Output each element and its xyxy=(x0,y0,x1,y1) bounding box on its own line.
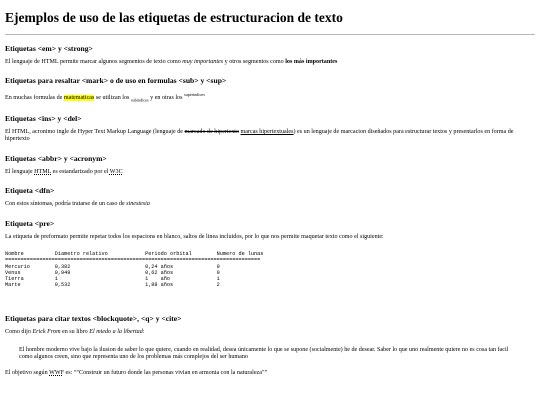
paragraph-ins-del xyxy=(5,129,535,144)
paragraph-dfn xyxy=(5,201,535,208)
abbreviation-wwf: WWF xyxy=(49,369,64,376)
paragraph-abbr-acronym xyxy=(5,169,535,176)
section-heading-abbr-acronym: Etiquetas <abbr> y <acronym> xyxy=(5,153,107,163)
paragraph-q xyxy=(5,370,535,377)
paragraph-em-strong xyxy=(5,59,535,66)
subscript-text: subindices xyxy=(130,97,149,103)
title-divider xyxy=(5,34,535,35)
cite-author: Erick From xyxy=(32,329,61,336)
text-segment: en su libro xyxy=(60,329,90,336)
paragraph-pre: La etiqueta de preformato permite repetar todos los espacions en blanco, saltos de linea incluidos, por lo que nos permite maquetar texto como el siguiente: xyxy=(5,233,384,240)
text-segment: es: xyxy=(63,369,74,376)
strong-text: los más importantes xyxy=(285,59,338,65)
text-segment: ) es un lenguaje de marcacion diseñados para estructurar textos y presentarlos en forma de hipertexto xyxy=(5,129,514,143)
highlighted-text: matematicas xyxy=(63,95,95,102)
text-segment: En muchas formulas de xyxy=(5,95,64,102)
page-title: Ejemplos de uso de las etiquetas de estructuracion de texto xyxy=(5,10,343,25)
superscript-text: superindices xyxy=(183,92,205,98)
text-segment: El lenguaje xyxy=(5,168,35,175)
section-heading-mark-sub-sup: Etiquetas para resaltar <mark> o de uso en formulas <sub> y <sup> xyxy=(5,76,227,86)
abbreviation-html: HTML xyxy=(34,168,52,175)
inline-quote: "Construir un futuro donde las personas vivian en armonia con la naturaleza" xyxy=(76,369,265,376)
cite-book: El miedo a la libertad xyxy=(89,329,143,336)
text-segment: Como dijo xyxy=(5,329,33,336)
blockquote-fromm: El hombre moderno vive bajo la ilusion de saber lo que quiere, cuando en realidad, desea únicamente lo que se supone (socialmente) he de desear. Saber lo que uno realmente quiere no es cosa tan facil como algunos creen, sino que representa uno de los problemas más complejos del ser humano xyxy=(19,346,509,361)
section-heading-dfn: Etiqueta <dfn> xyxy=(5,186,55,196)
section-heading-ins-del: Etiquetas <ins> y <del> xyxy=(5,114,82,124)
section-heading-em-strong: Etiquetas <em> y <strong> xyxy=(5,44,93,53)
paragraph-mark-sub-sup xyxy=(5,91,535,104)
text-segment: El objetivo según xyxy=(5,369,50,376)
text-segment: El HTML, acronimo ingle de Hyper Text Markup Language (lenguaje de xyxy=(5,129,185,136)
acronym-w3c: W3C xyxy=(109,168,123,175)
text-segment: y otros segmentos como xyxy=(223,59,286,65)
text-segment: El lenguaje de HTML permite marcar algunos segmentos de texto como xyxy=(5,59,183,65)
preformatted-planet-table: Nombre Diametro relativo Periodo orbital Numero de lunas ================================================================================== Mercurio 0,382 0,24 años 0 Venus 0,949 0,62 años 0 Tierra 1 1 año 1 Marte 0,532 1,88 años 2 xyxy=(5,251,264,289)
section-heading-pre: Etiqueta <pre> xyxy=(5,218,55,228)
text-segment: y en otras los xyxy=(148,95,184,102)
text-segment: Con estos síntomas, podría tratarse de un caso de xyxy=(5,201,127,208)
text-segment: se utilizan los xyxy=(94,95,131,102)
inserted-text: marcas hipertextuales xyxy=(240,129,294,136)
paragraph-cite xyxy=(5,329,535,336)
deleted-text: marcado de hipertexto xyxy=(184,129,239,136)
text-segment: : xyxy=(142,329,145,336)
definition-term: sinestesia xyxy=(126,201,150,208)
text-segment: es estandarizado por el xyxy=(51,168,110,175)
emphasis-text: muy importantes xyxy=(182,59,224,65)
section-heading-citations: Etiquetas para citar textos <blockquote>, <q> y <cite> xyxy=(5,314,182,324)
